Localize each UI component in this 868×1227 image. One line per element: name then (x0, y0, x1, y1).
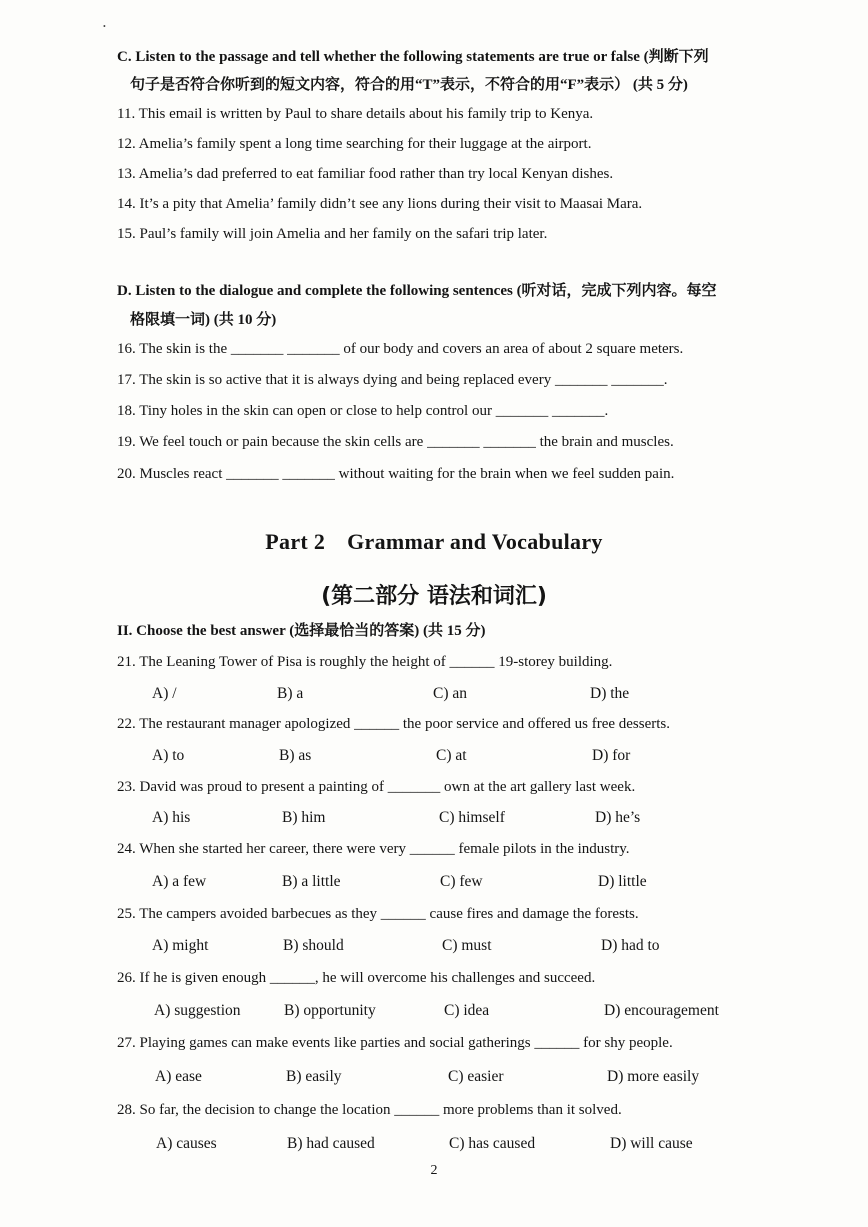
part2-subtitle: (第二部分 语法和词汇) (321, 584, 547, 609)
part2-name: Grammar and Vocabulary (347, 529, 603, 554)
q27-option-b: B) easily (286, 1068, 342, 1085)
section-ii-heading: II. Choose the best answer (选择最恰当的答案) (共 15 分) (117, 623, 486, 639)
q23-option-a: A) his (152, 809, 191, 826)
q26-option-d: D) encouragement (604, 1002, 719, 1019)
q22-option-c: C) at (436, 747, 467, 764)
question-26: 26. If he is given enough ______, he will overcome his challenges and succeed. (117, 970, 596, 986)
q24-option-d: D) little (598, 873, 647, 890)
q27-option-c: C) easier (448, 1068, 504, 1085)
question-21: 21. The Leaning Tower of Pisa is roughly the height of ______ 19-storey building. (117, 654, 613, 670)
scan-dot: • (103, 22, 106, 31)
q26-option-b: B) opportunity (284, 1002, 376, 1019)
q24-option-c: C) few (440, 873, 483, 890)
section-c-heading-line1: C. Listen to the passage and tell whether the following statements are true or false (判断下列 (117, 49, 709, 65)
part2-label: Part 2 (265, 529, 326, 554)
q25-option-d: D) had to (601, 937, 660, 954)
q21-option-d: D) the (590, 685, 630, 702)
q27-option-a: A) ease (155, 1068, 202, 1085)
question-16: 16. The skin is the _______ _______ of our body and covers an area of about 2 square meters. (117, 341, 684, 357)
q24-option-b: B) a little (282, 873, 341, 890)
q25-option-c: C) must (442, 937, 492, 954)
q26-option-c: C) idea (444, 1002, 490, 1019)
question-17: 17. The skin is so active that it is always dying and being replaced every _______ _______. (117, 372, 668, 388)
question-22: 22. The restaurant manager apologized ______ the poor service and offered us free desserts. (117, 716, 670, 732)
q25-option-b: B) should (283, 937, 344, 954)
question-18: 18. Tiny holes in the skin can open or close to help control our _______ _______. (117, 403, 609, 419)
question-13: 13. Amelia’s dad preferred to eat familiar food rather than try local Kenyan dishes. (117, 166, 614, 182)
q27-option-d: D) more easily (607, 1068, 700, 1085)
question-19: 19. We feel touch or pain because the skin cells are _______ _______ the brain and muscles. (117, 434, 674, 450)
question-27: 27. Playing games can make events like parties and social gatherings ______ for shy people. (117, 1035, 673, 1051)
q21-option-b: B) a (277, 685, 304, 702)
q25-option-a: A) might (152, 937, 209, 954)
section-d-heading-line1: D. Listen to the dialogue and complete the following sentences (听对话，完成下列内容。每空 (117, 283, 717, 299)
question-20: 20. Muscles react _______ _______ without waiting for the brain when we feel sudden pain. (117, 466, 675, 482)
section-d-heading-line2: 格限填一词) (共 10 分) (130, 312, 277, 328)
q22-option-b: B) as (279, 747, 312, 764)
question-23: 23. David was proud to present a painting of _______ own at the art gallery last week. (117, 779, 636, 795)
q28-option-c: C) has caused (449, 1135, 536, 1152)
question-24: 24. When she started her career, there were very ______ female pilots in the industry. (117, 841, 630, 857)
q21-option-a: A) / (152, 685, 177, 702)
question-14: 14. It’s a pity that Amelia’ family didn’t see any lions during their visit to Maasai Mara. (117, 196, 643, 212)
part2-title (0, 529, 868, 555)
q26-option-a: A) suggestion (154, 1002, 241, 1019)
q24-option-a: A) a few (152, 873, 207, 890)
question-12: 12. Amelia’s family spent a long time searching for their luggage at the airport. (117, 136, 592, 152)
q22-option-a: A) to (152, 747, 185, 764)
question-25: 25. The campers avoided barbecues as they ______ cause fires and damage the forests. (117, 906, 639, 922)
page-number: 2 (430, 1163, 438, 1178)
question-11: 11. This email is written by Paul to share details about his family trip to Kenya. (117, 106, 594, 122)
q23-option-b: B) him (282, 809, 326, 826)
section-c-heading-line2: 句子是否符合你听到的短文内容，符合的用“T”表示，不符合的用“F”表示） (共 5 分) (130, 77, 688, 93)
q23-option-c: C) himself (439, 809, 505, 826)
q28-option-b: B) had caused (287, 1135, 375, 1152)
q28-option-d: D) will cause (610, 1135, 693, 1152)
question-15: 15. Paul’s family will join Amelia and her family on the safari trip later. (117, 226, 548, 242)
q22-option-d: D) for (592, 747, 631, 764)
q23-option-d: D) he’s (595, 809, 641, 826)
q28-option-a: A) causes (156, 1135, 217, 1152)
q21-option-c: C) an (433, 685, 468, 702)
question-28: 28. So far, the decision to change the location ______ more problems than it solved. (117, 1102, 622, 1118)
